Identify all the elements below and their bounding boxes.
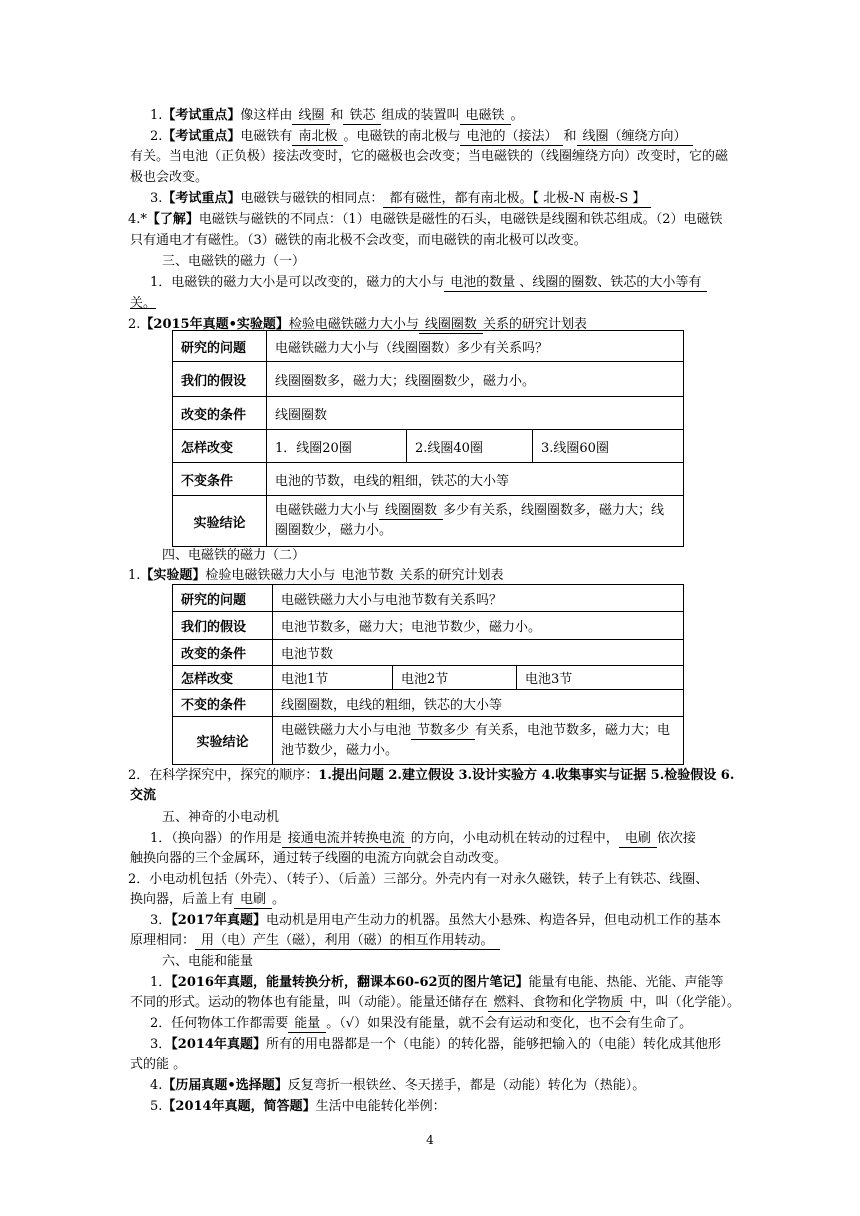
- s6-item-1-cont: 不同的形式。运动的物体也有能量，叫（动能）。能量还储存在 燃料、食物和化学物质 中，叫（化学能）。: [130, 995, 741, 1010]
- table-row: 改变的条件 电池节数: [173, 640, 684, 666]
- s5-item-2-cont: 换向器，后盖上有 电刷 。: [130, 892, 286, 907]
- table-row: 我们的假设 电池节数多，磁力大；电池节数少，磁力小。: [173, 612, 684, 640]
- inquiry-order-cont: 交流: [130, 788, 157, 803]
- section-5-title: 五、神奇的小电动机: [162, 810, 280, 825]
- item-2: 2.【考试重点】电磁铁有 南北极 。电磁铁的南北极与 电池的（接法） 和 线圈（缠绕方向）: [150, 127, 693, 147]
- conclusion-cell: 电磁铁磁力大小与电池 节数多少 有关系，电池节数多，磁力大；电 池节数少，磁力小。: [273, 717, 684, 765]
- section-3-title: 三、电磁铁的磁力（一）: [162, 254, 306, 269]
- s3-item-2: 2.【2015年真题•实验题】检验电磁铁磁力大小与 线圈圈数 关系的研究计划表: [128, 317, 587, 332]
- section-4-title: 四、电磁铁的磁力（二）: [162, 548, 306, 563]
- s6-item-4: 4.【历届真题•选择题】反复弯折一根铁丝、冬天搓手，都是（动能）转化为（热能）。: [150, 1078, 646, 1093]
- s3-item-1-cont: 关。: [130, 296, 157, 311]
- conclusion-cell: 电磁铁磁力大小与 线圈圈数 多少有关系，线圈圈数多，磁力大；线 圈圈数少，磁力小。: [267, 496, 684, 547]
- s6-item-3-cont: 式的能 。: [130, 1057, 187, 1072]
- s5-item-3-cont: 原理相同： 用（电）产生（磁），利用（磁）的相互作用转动。: [130, 931, 500, 951]
- item-4: 4.*【了解】电磁铁与磁铁的不同点：（1）电磁铁是磁性的石头，电磁铁是线圈和铁芯组成。（2）电磁铁: [128, 212, 723, 227]
- table-row: 怎样改变 1．线圈20圈 2.线圈40圈 3.线圈60圈: [173, 430, 684, 463]
- table-row: 不变条件 电池的节数，电线的粗细，铁芯的大小等: [173, 463, 684, 496]
- s3-item-1: 1．电磁铁的磁力大小是可以改变的，磁力的大小与 电池的数量 、线圈的圈数、铁芯的大小等有: [150, 273, 707, 293]
- table-row: 实验结论 电磁铁磁力大小与 线圈圈数 多少有关系，线圈圈数多，磁力大；线 圈圈数少，磁力小。: [173, 496, 684, 547]
- s4-item-1: 1.【实验题】检验电磁铁磁力大小与 电池节数 关系的研究计划表: [128, 568, 504, 583]
- s5-item-1: 1．（换向器）的作用是 接通电流并转换电流 的方向，小电动机在转动的过程中， 电刷 依次接: [150, 831, 696, 846]
- item-4-cont: 只有通电才有磁性。（3）磁铁的南北极不会改变，而电磁铁的南北极可以改变。: [130, 233, 587, 248]
- section-6-title: 六、电能和能量: [162, 954, 254, 969]
- item-1: 1.【考试重点】像这样由 线圈 和 铁芯 组成的装置叫 电磁铁 。: [150, 108, 524, 123]
- table-row: 研究的问题 电磁铁磁力大小与（线圈圈数）多少有关系吗？: [173, 331, 684, 362]
- s5-item-2: 2．小电动机包括（外壳）、（转子）、（后盖）三部分。外壳内有一对永久磁铁，转子上有铁芯、线圈、: [128, 872, 709, 887]
- item-2-cont2: 极也会改变。: [130, 170, 209, 185]
- s6-item-1: 1．【2016年真题，能量转换分析，翻课本60-62页的图片笔记】能量有电能、热能、光能、声能等: [150, 975, 724, 990]
- item-2-cont: 有关。当电池（正负极）接法改变时，它的磁极也会改变；当电磁铁的（线圈缠绕方向）改变时，它的磁: [130, 149, 729, 164]
- s6-item-2: 2．任何物体工作都需要 能量 。（√）如果没有能量，就不会有运动和变化，也不会有生命了。: [150, 1016, 693, 1031]
- table-row: 怎样改变 电池1节 电池2节 电池3节: [173, 666, 684, 690]
- plan-table-battery: [172, 584, 684, 765]
- s6-item-5: 5.【2014年真题，简答题】生活中电能转化举例：: [150, 1099, 446, 1114]
- s6-item-3: 3．【2014年真题】所有的用电器都是一个（电能）的转化器，能够把输入的（电能）转化成其他形: [150, 1037, 721, 1052]
- s5-item-1-cont: 触换向器的三个金属环，通过转子线圈的电流方向就会自动改变。: [130, 851, 508, 866]
- table-row: 研究的问题 电磁铁磁力大小与电池节数有关系吗？: [173, 585, 684, 612]
- table-row: 改变的条件 线圈圈数: [173, 397, 684, 430]
- inquiry-order: 2．在科学探究中，探究的顺序：1.提出问题 2.建立假设 3.设计实验方 4.收集事实与证据 5.检验假设 6.: [128, 768, 735, 783]
- plan-table-coil: [172, 330, 684, 547]
- item-3: 3.【考试重点】电磁铁与磁铁的相同点： 都有磁性，都有南北极。【 北极-N 南极-S 】: [150, 189, 651, 209]
- s5-item-3: 3．【2017年真题】电动机是用电产生动力的机器。虽然大小悬殊、构造各异，但电动机工作的基本: [150, 913, 721, 928]
- page-number: 4: [426, 1133, 434, 1147]
- table-row: 不变的条件 线圈圈数，电线的粗细，铁芯的大小等: [173, 690, 684, 717]
- table-row: 我们的假设 线圈圈数多，磁力大；线圈圈数少，磁力小。: [173, 362, 684, 397]
- table-row: 实验结论 电磁铁磁力大小与电池 节数多少 有关系，电池节数多，磁力大；电 池节数少，磁力小。: [173, 717, 684, 765]
